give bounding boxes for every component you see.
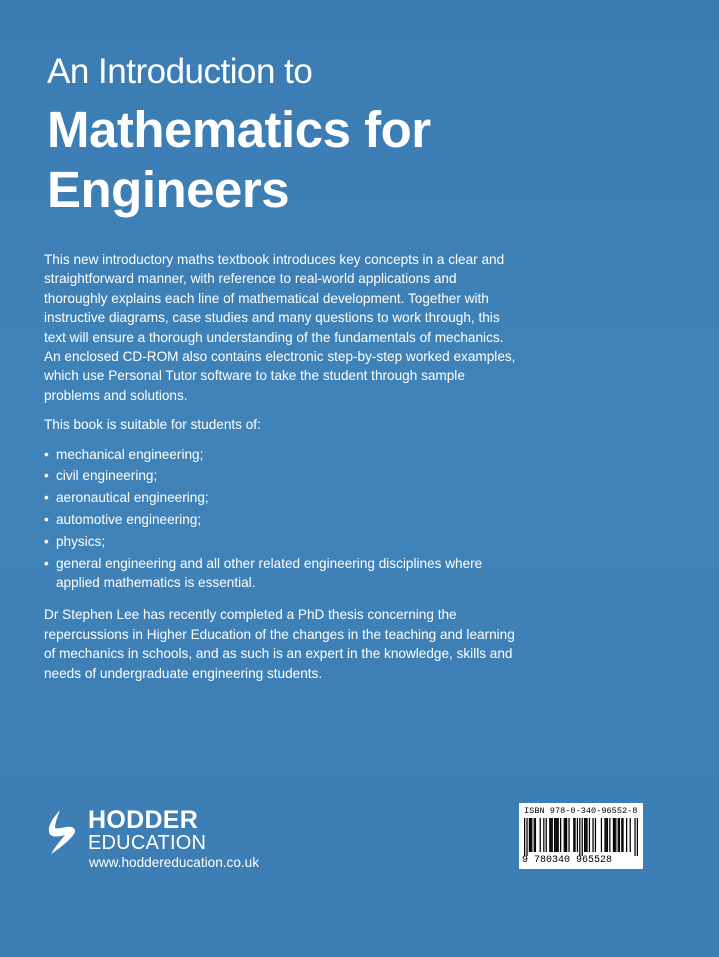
- barcode-bars: [524, 818, 638, 856]
- book-title-line-1: Mathematics for: [47, 101, 431, 158]
- bullet-icon: •: [44, 468, 49, 484]
- barcode-bar: [630, 818, 631, 852]
- barcode-bar: [554, 818, 555, 852]
- barcode-bar: [573, 818, 574, 852]
- audience-item-label: mechanical engineering;: [56, 446, 204, 462]
- isbn-barcode: [519, 803, 643, 869]
- description-paragraph: This new introductory maths textbook introduces key concepts in a clear and straightforward manner, with reference to real-world applications and thoroughly explains each line of mathematical development. Together with instructive diagrams, case studies and many questions to work through, this text will ensure a thorough understanding of the fundamentals of mechanics. An enclosed CD-ROM also contains electronic step-by-step worked examples, which use Personal Tutor software to take the student through sample problems and solutions.: [44, 252, 516, 403]
- barcode-bar: [550, 818, 551, 852]
- blurb: [44, 250, 519, 693]
- barcode-bar: [556, 818, 557, 852]
- barcode-bar: [622, 818, 623, 852]
- barcode-bar: [549, 818, 550, 852]
- publisher-url[interactable]: www.hoddereducation.co.uk: [89, 855, 260, 870]
- audience-item-label: aeronautical engineering;: [56, 490, 209, 506]
- barcode-bar: [618, 818, 619, 852]
- barcode-bar: [530, 818, 531, 852]
- barcode-bar: [543, 818, 544, 852]
- barcode-bar: [586, 818, 587, 852]
- barcode-bar: [546, 818, 547, 852]
- audience-list: [44, 445, 519, 593]
- barcode-bar: [634, 818, 635, 856]
- barcode-bar: [585, 818, 586, 852]
- book-subtitle: An Introduction to: [47, 52, 313, 91]
- barcode-bar: [637, 818, 638, 856]
- barcode-bar: [607, 818, 608, 852]
- barcode-bar: [535, 818, 536, 852]
- barcode-bar: [524, 818, 525, 856]
- barcode-bar: [582, 818, 583, 856]
- publisher-name: HODDER: [88, 806, 199, 834]
- list-item: [44, 532, 519, 551]
- bullet-icon: •: [44, 446, 49, 462]
- list-item: [44, 488, 519, 507]
- list-item: [44, 554, 519, 593]
- bullet-icon: •: [44, 533, 49, 549]
- barcode-bar: [564, 818, 565, 852]
- barcode-bar: [540, 818, 541, 852]
- barcode-bar: [566, 818, 567, 852]
- barcode-bar: [565, 818, 566, 852]
- barcode-bar: [592, 818, 593, 852]
- barcode-bar: [604, 818, 605, 852]
- audience-item-label: automotive engineering;: [56, 512, 202, 528]
- bullet-icon: •: [44, 512, 49, 528]
- barcode-bar: [529, 818, 530, 852]
- barcode-bar: [552, 818, 553, 852]
- audience-item-label: general engineering and all other related engineering disciplines where applied mathematics is essential.: [56, 555, 483, 591]
- barcode-bar: [531, 818, 532, 852]
- barcode-bar: [595, 818, 596, 852]
- barcode-bar: [558, 818, 559, 852]
- book-title-line-2: Engineers: [47, 161, 290, 218]
- list-item: [44, 445, 519, 464]
- barcode-bar: [568, 818, 569, 852]
- barcode-bar: [615, 818, 616, 852]
- bullet-icon: •: [44, 490, 49, 506]
- barcode-bar: [574, 818, 575, 852]
- barcode-bar: [577, 818, 578, 852]
- barcode-bar: [560, 818, 561, 852]
- barcode-bar: [626, 818, 627, 852]
- isbn-label: ISBN 978-0-340-96552-8: [524, 806, 638, 816]
- barcode-bar: [606, 818, 607, 852]
- audience-item-label: civil engineering;: [56, 468, 158, 484]
- barcode-bar: [534, 818, 535, 852]
- barcode-bar: [555, 818, 556, 852]
- barcode-bar: [609, 818, 610, 852]
- barcode-bar: [613, 818, 614, 852]
- hodder-logo-icon: [44, 808, 84, 856]
- publisher-division: EDUCATION: [88, 832, 207, 854]
- barcode-bar: [526, 818, 527, 856]
- barcode-bar: [621, 818, 622, 852]
- barcode-bar: [619, 818, 620, 852]
- barcode-bar: [614, 818, 615, 852]
- bullet-icon: •: [44, 555, 49, 571]
- barcode-digits: 9 780340 965528: [522, 855, 613, 866]
- list-item: [44, 510, 519, 529]
- barcode-bar: [584, 818, 585, 852]
- audience-item-label: physics;: [56, 533, 106, 549]
- barcode-bar: [601, 818, 602, 852]
- barcode-bar: [589, 818, 590, 852]
- audience-intro: This book is suitable for students of:: [44, 417, 261, 433]
- author-bio: Dr Stephen Lee has recently completed a PhD thesis concerning the repercussions in Higher Education of the changes in the teaching and learning of mechanics in schools, and as such is an expert in the knowledge, skills and needs of undergraduate engineering students.: [44, 607, 515, 681]
- list-item: [44, 466, 519, 485]
- book-title: [47, 100, 431, 220]
- barcode-bar: [579, 818, 580, 856]
